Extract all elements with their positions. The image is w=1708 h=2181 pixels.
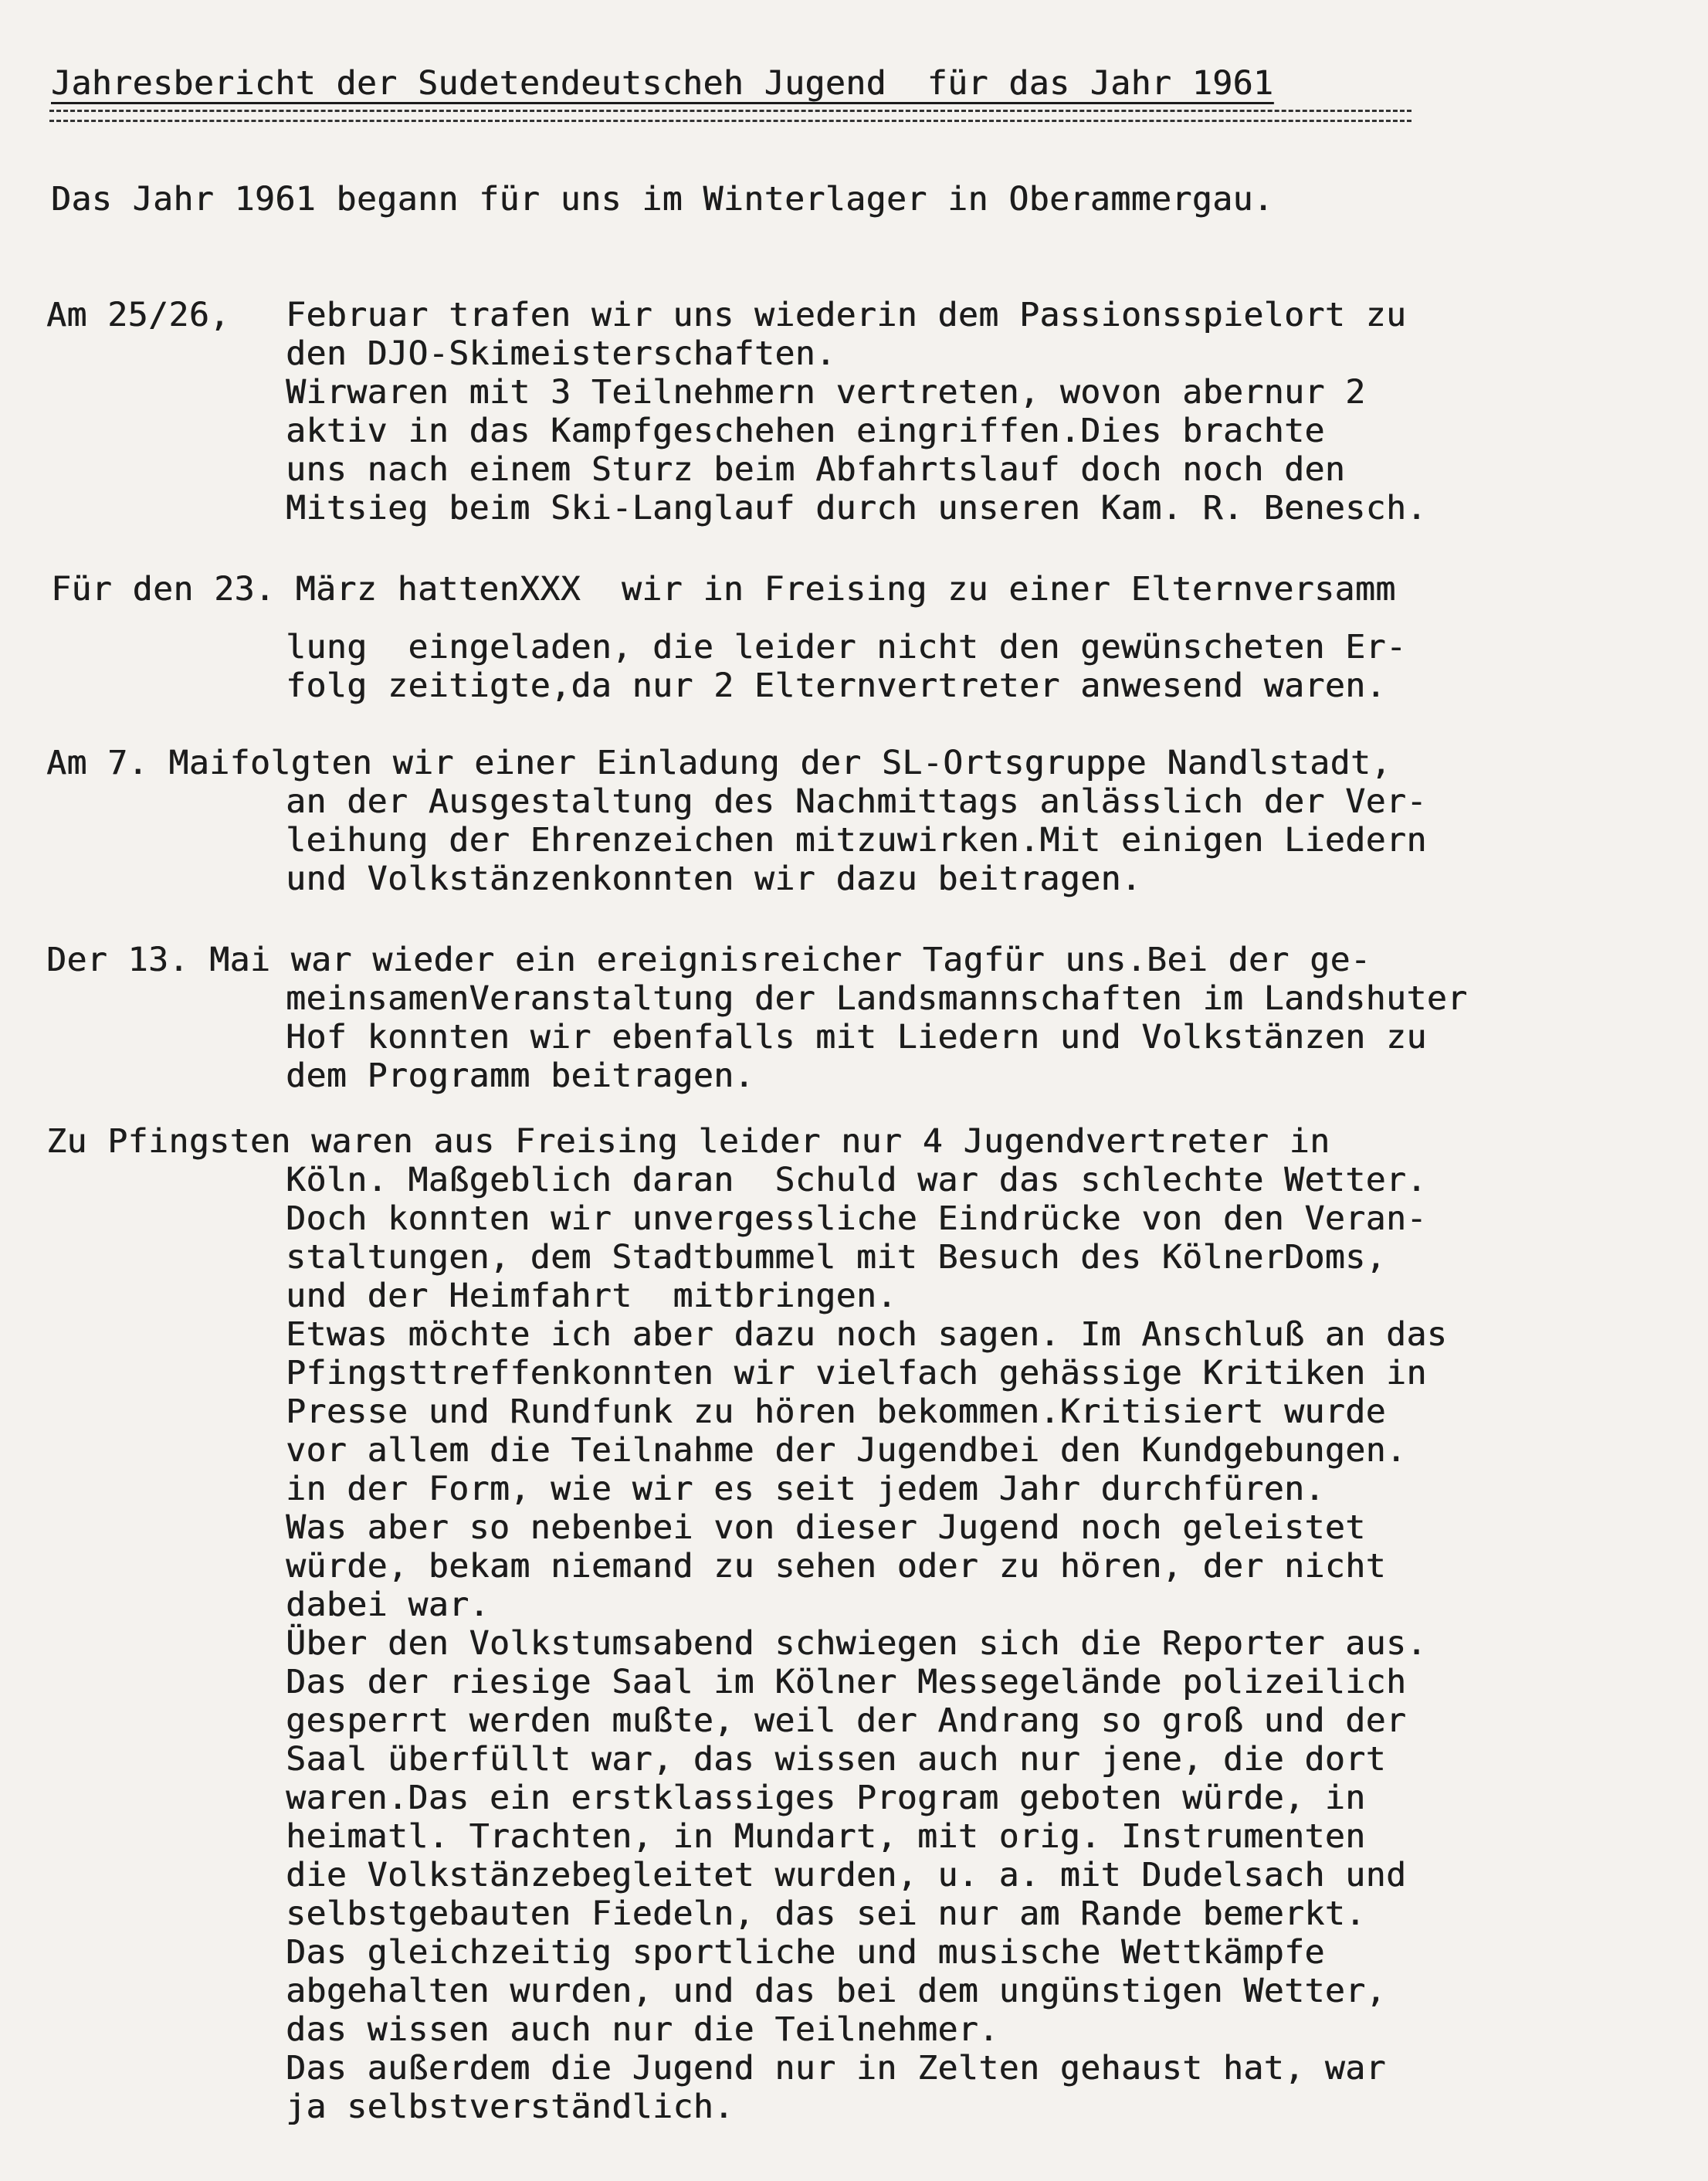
entry-line: den DJO-Skimeisterschaften. <box>286 334 836 373</box>
entry-line: staltungen, dem Stadtbummel mit Besuch des KölnerDoms, <box>286 1238 1386 1277</box>
entry-line: Etwas möchte ich aber dazu noch sagen. Im Anschluß an das <box>286 1315 1448 1354</box>
entry-line: Mitsieg beim Ski-Langlauf durch unseren Kam. R. Benesch. <box>286 489 1427 527</box>
entry-line: aktiv in das Kampfgeschehen eingriffen.Dies brachte <box>286 412 1325 450</box>
entry-line: heimatl. Trachten, in Mundart, mit orig. Instrumenten <box>286 1817 1366 1856</box>
entry-line: leihung der Ehrenzeichen mitzuwirken.Mit einigen Liedern <box>286 821 1427 860</box>
entry-line: gesperrt werden mußte, weil der Andrang so groß und der <box>286 1701 1407 1740</box>
title-double-rule <box>49 110 1411 122</box>
entry-line: Was aber so nebenbei von dieser Jugend noch geleistet <box>286 1508 1366 1547</box>
entry-line: uns nach einem Sturz beim Abfahrtslauf doch noch den <box>286 450 1346 489</box>
entry-line: Doch konnten wir unvergessliche Eindrücke von den Veran- <box>286 1199 1427 1238</box>
entry-line: Das der riesige Saal im Kölner Messegelände polizeilich <box>286 1663 1407 1701</box>
intro-line: Das Jahr 1961 begann für uns im Winterlager in Oberammergau. <box>51 180 1274 219</box>
entry-line: die Volkstänzebegleitet wurden, u. a. mit Dudelsach und <box>286 1856 1407 1894</box>
entry-line: Das außerdem die Jugend nur in Zelten gehaust hat, war <box>286 2049 1386 2088</box>
entry-lead: Für den 23. März hattenXXX wir in Freising zu einer Elternversamm <box>51 570 1396 609</box>
entry-line: in der Form, wie wir es seit jedem Jahr durchfüren. <box>286 1470 1325 1508</box>
entry-line: Presse und Rundfunk zu hören bekommen.Kritisiert wurde <box>286 1392 1386 1431</box>
entry-lead: Am 7. Maifolgten wir einer Einladung der SL-Ortsgruppe Nandlstadt, <box>46 744 1391 782</box>
entry-lead: Der 13. Mai war wieder ein ereignisreicher Tagfür uns.Bei der ge- <box>46 941 1371 979</box>
entry-line: Februar trafen wir uns wiederin dem Passionsspielort zu <box>286 296 1407 334</box>
entry-line: selbstgebauten Fiedeln, das sei nur am Rande bemerkt. <box>286 1894 1366 1933</box>
entry-line: abgehalten wurden, und das bei dem ungünstigen Wetter, <box>286 1972 1386 2010</box>
entry-line: Wirwaren mit 3 Teilnehmern vertreten, wovon abernur 2 <box>286 373 1366 412</box>
entry-line: waren.Das ein erstklassiges Program geboten würde, in <box>286 1779 1366 1817</box>
entry-line: meinsamenVeranstaltung der Landsmannschaften im Landshuter <box>286 979 1468 1018</box>
entry-line: dabei war. <box>286 1586 490 1624</box>
entry-line: ja selbstverständlich. <box>286 2088 734 2126</box>
entry-line: Köln. Maßgeblich daran Schuld war das schlechte Wetter. <box>286 1161 1427 1199</box>
entry-line: Das gleichzeitig sportliche und musische Wettkämpfe <box>286 1933 1325 1972</box>
entry-line: Hof konnten wir ebenfalls mit Liedern und Volkstänzen zu <box>286 1018 1427 1057</box>
entry-line: folg zeitigte,da nur 2 Elternvertreter anwesend waren. <box>286 667 1386 705</box>
entry-line: und Volkstänzenkonnten wir dazu beitragen. <box>286 860 1142 898</box>
entry-line: lung eingeladen, die leider nicht den gewünscheten Er- <box>286 628 1407 667</box>
entry-line: an der Ausgestaltung des Nachmittags anlässlich der Ver- <box>286 782 1427 821</box>
entry-line: dem Programm beitragen. <box>286 1057 754 1095</box>
entry-line: Saal überfüllt war, das wissen auch nur jene, die dort <box>286 1740 1386 1779</box>
entry-lead: Am 25/26, <box>46 296 230 334</box>
entry-line: würde, bekam niemand zu sehen oder zu hören, der nicht <box>286 1547 1386 1586</box>
entry-line: vor allem die Teilnahme der Jugendbei den Kundgebungen. <box>286 1431 1407 1470</box>
document-title: Jahresbericht der Sudetendeutscheh Jugend für das Jahr 1961 <box>51 64 1274 103</box>
entry-line: das wissen auch nur die Teilnehmer. <box>286 2010 999 2049</box>
entry-line: Pfingsttreffenkonnten wir vielfach gehässige Kritiken in <box>286 1354 1427 1392</box>
entry-lead: Zu Pfingsten waren aus Freising leider nur 4 Jugendvertreter in <box>46 1122 1330 1161</box>
entry-line: und der Heimfahrt mitbringen. <box>286 1277 897 1315</box>
entry-line: Über den Volkstumsabend schwiegen sich die Reporter aus. <box>286 1624 1427 1663</box>
